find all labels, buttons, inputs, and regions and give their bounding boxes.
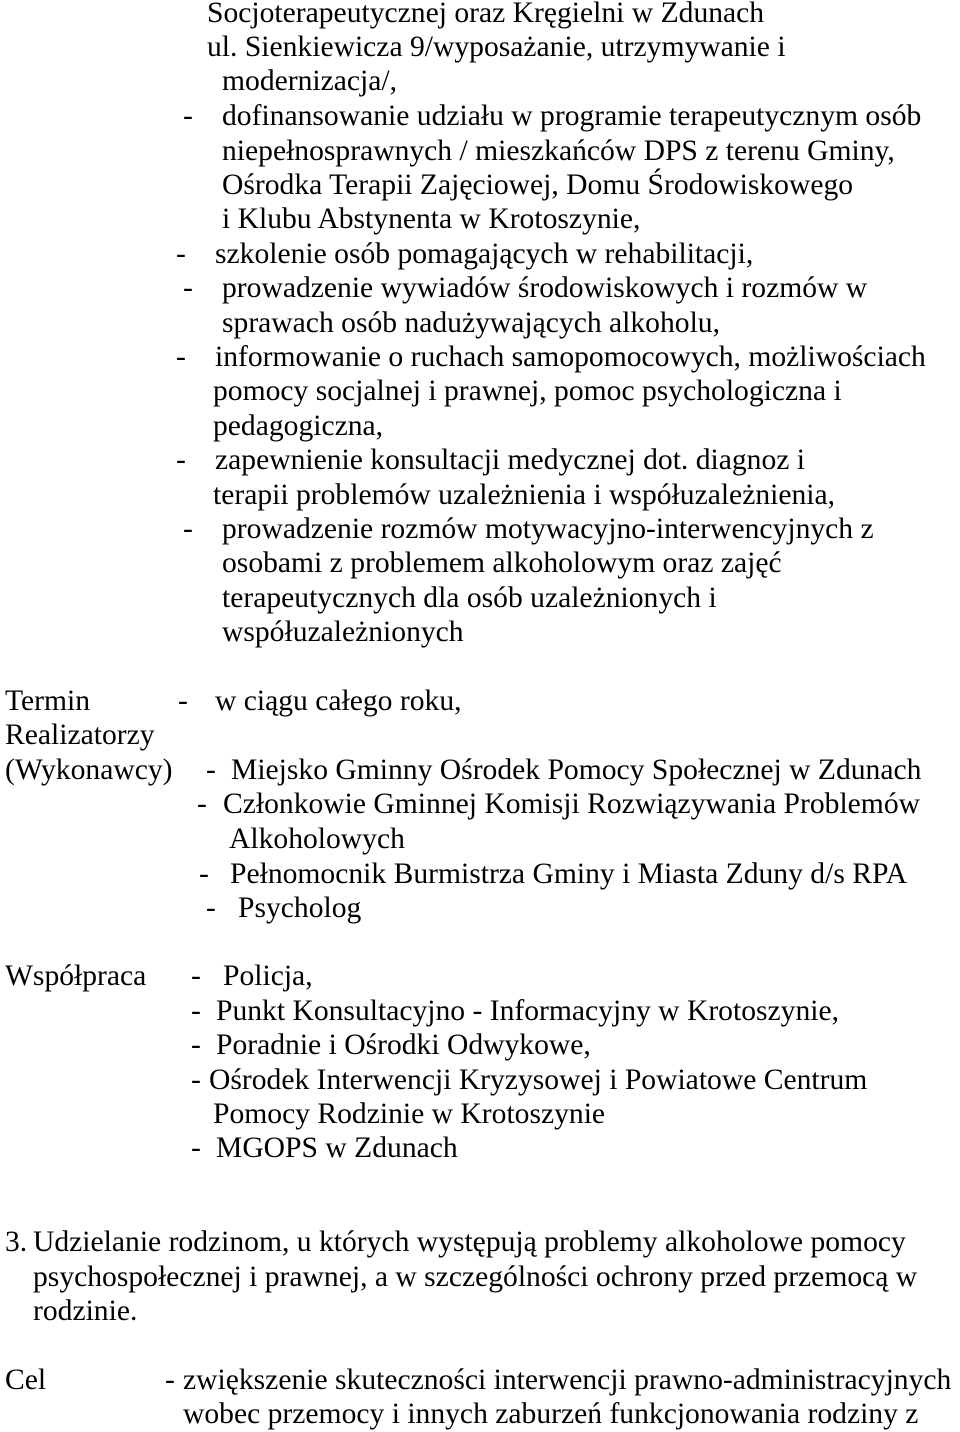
activity-continuation-line: ul. Sienkiewicza 9/wyposażanie, utrzymywanie i	[207, 31, 786, 63]
activity-line: terapii problemów uzależnienia i współuzależnienia,	[213, 479, 836, 511]
activity-line: prowadzenie wywiadów środowiskowych i rozmów w	[222, 272, 868, 304]
activity-line: osobami z problemem alkoholowym oraz zajęć	[222, 547, 782, 579]
activity-line: informowanie o ruchach samopomocowych, możliwościach	[215, 341, 926, 373]
bullet-dash: -	[176, 341, 186, 373]
activity-line: pedagogiczna,	[213, 410, 384, 442]
termin-value: w ciągu całego roku,	[215, 685, 462, 717]
bullet-dash: -	[191, 1029, 201, 1061]
bullet-dash: -	[191, 1064, 201, 1096]
activity-line: i Klubu Abstynenta w Krotoszynie,	[222, 203, 641, 235]
activity-line: dofinansowanie udziału w programie terapeutycznym osób	[222, 100, 922, 132]
activity-line: niepełnosprawnych / mieszkańców DPS z terenu Gminy,	[222, 135, 895, 167]
realizator-line: Psycholog	[238, 892, 362, 924]
bullet-dash: -	[183, 272, 193, 304]
goal-line: wobec przemocy i innych zaburzeń funkcjonowania rodziny z	[183, 1398, 919, 1430]
activity-line: prowadzenie rozmów motywacyjno-interwencyjnych z	[222, 513, 874, 545]
partner-line: Pomocy Rodzinie w Krotoszynie	[213, 1098, 606, 1130]
section-heading-line: psychospołecznej i prawnej, a w szczególności ochrony przed przemocą w	[33, 1261, 918, 1293]
activity-line: współuzależnionych	[222, 616, 464, 648]
bullet-dash: -	[176, 444, 186, 476]
activity-line: Ośrodka Terapii Zajęciowej, Domu Środowiskowego	[222, 169, 854, 201]
partner-line: Ośrodek Interwencji Kryzysowej i Powiatowe Centrum	[209, 1064, 868, 1096]
bullet-dash: -	[206, 754, 216, 786]
activity-continuation-line: Socjoterapeutycznej oraz Kręgielni w Zdunach	[207, 0, 765, 29]
bullet-dash: -	[176, 238, 186, 270]
bullet-dash: -	[199, 858, 209, 890]
section-heading-line: Udzielanie rodzinom, u których występują problemy alkoholowe pomocy	[33, 1226, 906, 1258]
section-number: 3.	[5, 1226, 28, 1258]
bullet-dash: -	[165, 1364, 175, 1396]
activity-line: pomocy socjalnej i prawnej, pomoc psychologiczna i	[213, 375, 842, 407]
partner-line: Poradnie i Ośrodki Odwykowe,	[216, 1029, 591, 1061]
wspolpraca-label: Współpraca	[5, 960, 147, 992]
partner-line: MGOPS w Zdunach	[216, 1132, 458, 1164]
cel-label: Cel	[5, 1364, 47, 1396]
realizator-line: Członkowie Gminnej Komisji Rozwiązywania Problemów	[223, 788, 920, 820]
bullet-dash: -	[191, 995, 201, 1027]
bullet-dash: -	[183, 513, 193, 545]
activity-line: szkolenie osób pomagających w rehabilitacji,	[215, 238, 754, 270]
bullet-dash: -	[183, 100, 193, 132]
realizator-line: Pełnomocnik Burmistrza Gminy i Miasta Zduny d/s RPA	[230, 858, 908, 890]
realizatorzy-label: Realizatorzy	[5, 719, 155, 751]
activity-continuation-line: modernizacja/,	[222, 65, 398, 97]
bullet-dash: -	[178, 685, 188, 717]
partner-line: Punkt Konsultacyjno - Informacyjny w Krotoszynie,	[216, 995, 840, 1027]
realizator-line: Miejsko Gminny Ośrodek Pomocy Społecznej w Zdunach	[231, 754, 922, 786]
activity-line: sprawach osób nadużywających alkoholu,	[222, 307, 720, 339]
bullet-dash: -	[197, 788, 207, 820]
realizatorzy-label: (Wykonawcy)	[5, 754, 173, 786]
termin-label: Termin	[5, 685, 91, 717]
activity-line: terapeutycznych dla osób uzależnionych i	[222, 582, 717, 614]
section-heading-line: rodzinie.	[33, 1295, 138, 1327]
realizator-line: Alkoholowych	[229, 823, 405, 855]
bullet-dash: -	[191, 960, 201, 992]
goal-line: zwiększenie skuteczności interwencji prawno-administracyjnych	[183, 1364, 952, 1396]
activity-line: zapewnienie konsultacji medycznej dot. diagnoz i	[215, 444, 806, 476]
bullet-dash: -	[206, 892, 216, 924]
partner-line: Policja,	[223, 960, 313, 992]
bullet-dash: -	[191, 1132, 201, 1164]
